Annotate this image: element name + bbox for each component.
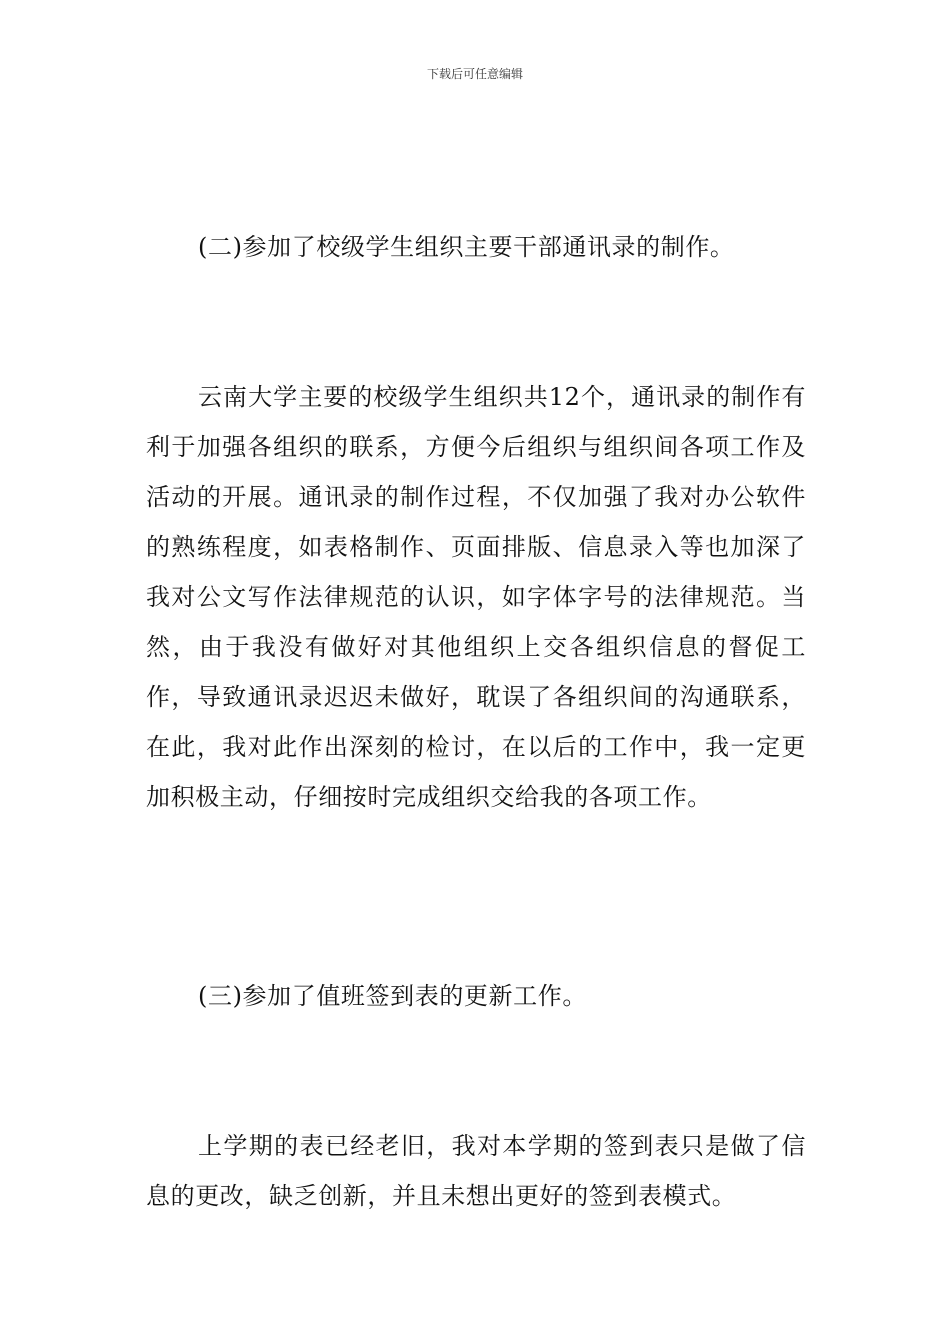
paragraph-sign-in-sheet: 上学期的表已经老旧，我对本学期的签到表只是做了信息的更改，缺乏创新，并且未想出更好的签到表模式。 bbox=[146, 1132, 806, 1210]
paragraph-contact-list: 云南大学主要的校级学生组织共12个，通讯录的制作有利于加强各组织的联系，方便今后组织与组织间各项工作及活动的开展。通讯录的制作过程，不仅加强了我对办公软件的熟练程度，如表格制作、页面排版、信息录入等也加深了我对公文写作法律规范的认识，如字体字号的法律规范。当然，由于我没有做好对其他组织上交各组织信息的督促工作，导致通讯录迟迟未做好，耽误了各组织间的沟通联系，在此，我对此作出深刻的检讨，在以后的工作中，我一定更加积极主动，仔细按时完成组织交给我的各项工作。 bbox=[146, 383, 806, 811]
section-heading-2: (二)参加了校级学生组织主要干部通讯录的制作。 bbox=[198, 233, 735, 261]
header-note: 下载后可任意编辑 bbox=[426, 67, 523, 81]
section-heading-3: (三)参加了值班签到表的更新工作。 bbox=[198, 982, 587, 1010]
